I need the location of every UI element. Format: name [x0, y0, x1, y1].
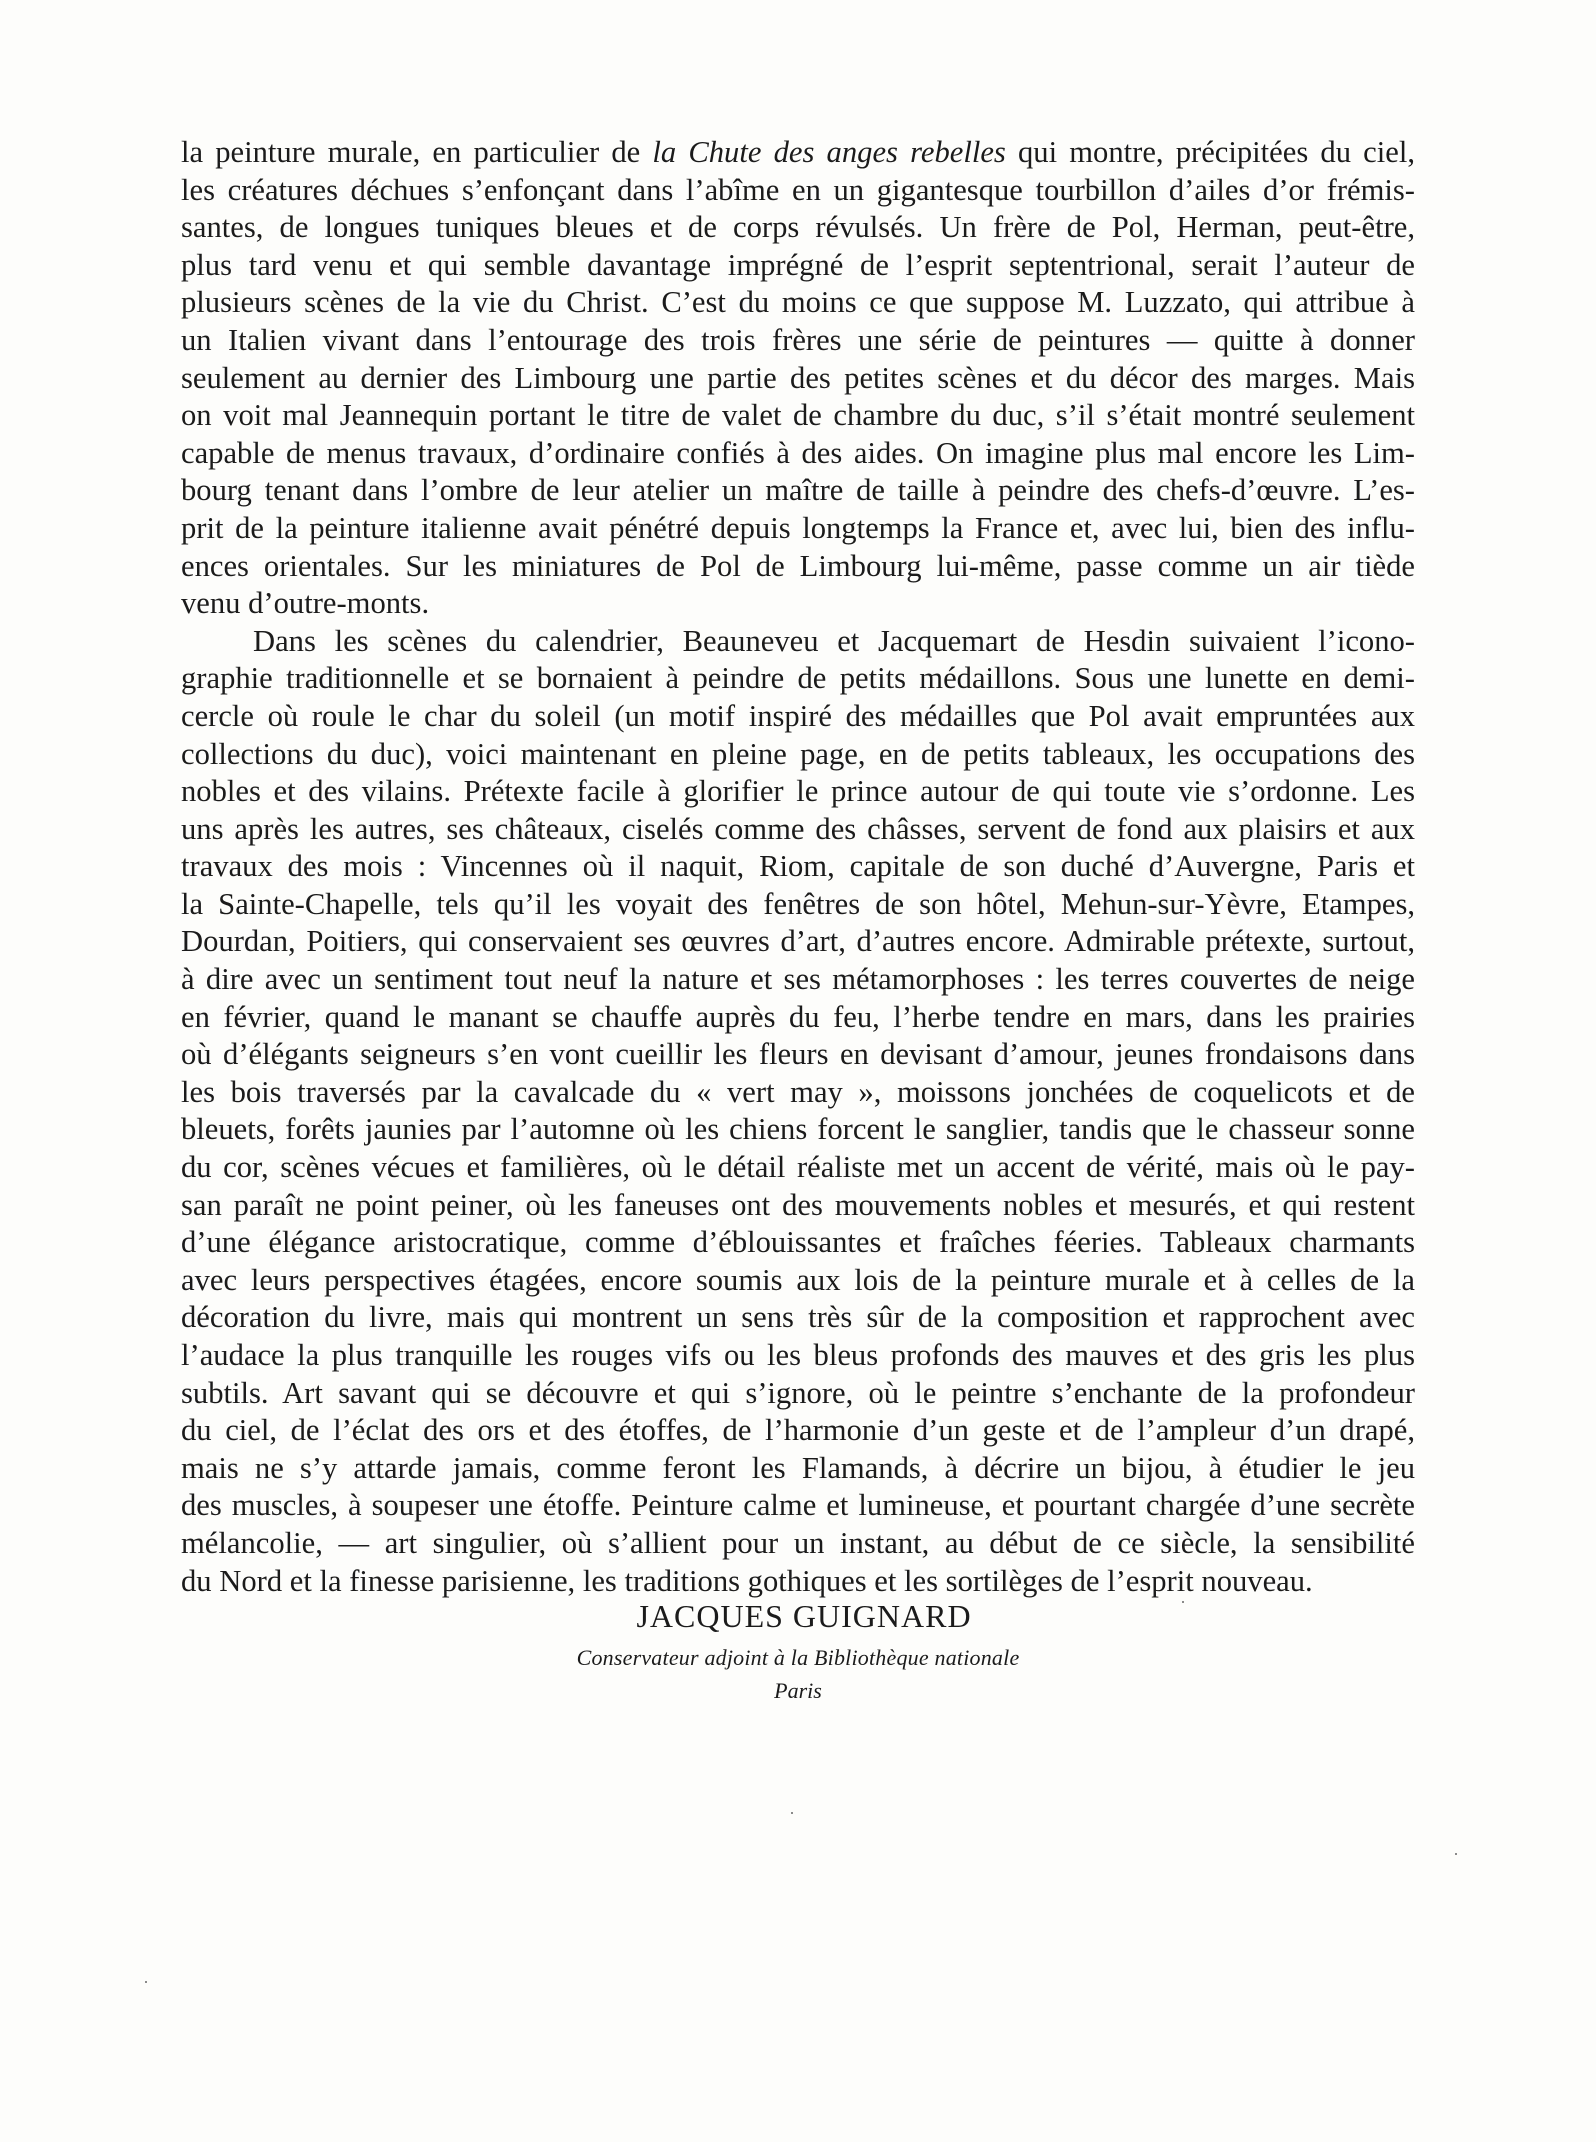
text-line: avec leurs perspectives étagées, encore soumis aux lois de la peinture murale et à celles de la: [181, 1262, 1415, 1297]
text-line: santes, de longues tuniques bleues et de corps révulsés. Un frère de Pol, Herman, peut-être,: [181, 210, 1415, 245]
text-line: la peinture murale, en particulier de la Chute des anges rebelles qui montre, précipitées du ciel,: [181, 135, 1415, 169]
text-line: les bois traversés par la cavalcade du « vert may », moissons jonchées de coquelicots et de: [181, 1074, 1415, 1109]
artwork-title: la Chute des anges rebelles: [652, 135, 1006, 169]
text-line: plusieurs scènes de la vie du Christ. C’est du moins ce que suppose M. Luzzato, qui attribue à: [181, 285, 1415, 320]
text-line: seulement au dernier des Limbourg une partie des petites scènes et du décor des marges. Mais: [181, 360, 1415, 395]
text-line: subtils. Art savant qui se découvre et qui s’ignore, où le peintre s’enchante de la profondeur: [181, 1375, 1415, 1410]
author-name: JACQUES GUIGNARD: [636, 1598, 972, 1634]
paper-speck: [791, 1812, 793, 1814]
text-line: nobles et des vilains. Prétexte facile à glorifier le prince autour de qui toute vie s’ordonne. Les: [181, 774, 1415, 809]
text-line: bourg tenant dans l’ombre de leur atelier un maître de taille à peindre des chefs-d’œuvre. L’es-: [181, 473, 1415, 508]
text-line: du Nord et la finesse parisienne, les traditions gothiques et les sortilèges de l’esprit nouveau.: [181, 1563, 1313, 1598]
text-line: décoration du livre, mais qui montrent un sens très sûr de la composition et rapprochent avec: [181, 1300, 1415, 1335]
text-line: san paraît ne point peiner, où les faneuses ont des mouvements nobles et mesurés, et qui restent: [181, 1187, 1415, 1222]
author-title: Conservateur adjoint à la Bibliothèque nationale: [576, 1645, 1020, 1670]
text-line: uns après les autres, ses châteaux, ciselés comme des châsses, servent de fond aux plaisirs et aux: [181, 811, 1415, 846]
text-line: l’audace la plus tranquille les rouges vifs ou les bleus profonds des mauves et des gris les plus: [181, 1338, 1415, 1372]
text-line: d’une élégance aristocratique, comme d’éblouissantes et fraîches féeries. Tableaux charmants: [181, 1225, 1415, 1260]
text-line: plus tard venu et qui semble davantage imprégné de l’esprit septentrional, serait l’auteur de: [181, 247, 1415, 282]
text-line: prit de la peinture italienne avait pénétré depuis longtemps la France et, avec lui, bien des influ-: [181, 510, 1415, 545]
article-body: [181, 134, 1415, 1600]
paper-speck: [1182, 1601, 1184, 1603]
text-line: à dire avec un sentiment tout neuf la nature et ses métamorphoses : les terres couvertes de neige: [181, 962, 1415, 997]
paragraph-1: [181, 134, 1415, 623]
text-line: Dourdan, Poitiers, qui conservaient ses œuvres d’art, d’autres encore. Admirable prétexte, surtout,: [181, 924, 1415, 959]
text-line: capable de menus travaux, d’ordinaire confiés à des aides. On imagine plus mal encore les Lim-: [181, 435, 1415, 470]
text-line: des muscles, à soupeser une étoffe. Peinture calme et lumineuse, et pourtant chargée d’une secrète: [181, 1488, 1415, 1523]
author-place: Paris: [774, 1678, 822, 1703]
text-line: ences orientales. Sur les miniatures de Pol de Limbourg lui-même, passe comme un air tiède: [181, 548, 1415, 583]
text-line: on voit mal Jeannequin portant le titre de valet de chambre du duc, s’il s’était montré seulement: [181, 398, 1415, 433]
text-line: où d’élégants seigneurs s’en vont cueillir les fleurs en devisant d’amour, jeunes frondaisons dans: [181, 1037, 1415, 1072]
text-line: du ciel, de l’éclat des ors et des étoffes, de l’harmonie d’un geste et de l’ampleur d’un drapé,: [181, 1413, 1415, 1448]
text-line: en février, quand le manant se chauffe auprès du feu, l’herbe tendre en mars, dans les prairies: [181, 999, 1415, 1034]
text-line: collections du duc), voici maintenant en pleine page, en de petits tableaux, les occupations des: [181, 736, 1415, 771]
text-line: du cor, scènes vécues et familières, où le détail réaliste met un accent de vérité, mais où le pay-: [181, 1150, 1415, 1185]
paper-speck: [1455, 1853, 1457, 1855]
text-line: mélancolie, — art singulier, où s’allient pour un instant, au début de ce siècle, la sensibilité: [181, 1525, 1415, 1560]
text-line: graphie traditionnelle et se bornaient à peindre de petits médaillons. Sous une lunette en demi-: [181, 661, 1415, 696]
text-line: venu d’outre-monts.: [181, 586, 430, 621]
text-line: cercle où roule le char du soleil (un motif inspiré des médailles que Pol avait empruntées aux: [181, 698, 1415, 733]
paragraph-2: [181, 623, 1415, 1600]
text-line: travaux des mois : Vincennes où il naquit, Riom, capitale de son duché d’Auvergne, Paris et: [181, 849, 1415, 884]
paper-speck: [145, 1981, 147, 1983]
text-line: Dans les scènes du calendrier, Beauneveu et Jacquemart de Hesdin suivaient l’icono-: [253, 623, 1415, 658]
text-line: un Italien vivant dans l’entourage des trois frères une série de peintures — quitte à donner: [181, 322, 1415, 357]
text-line: mais ne s’y attarde jamais, comme feront les Flamands, à décrire un bijou, à étudier le jeu: [181, 1450, 1415, 1485]
text-line: la Sainte-Chapelle, tels qu’il les voyait des fenêtres de son hôtel, Mehun-sur-Yèvre, Etampes,: [181, 886, 1415, 921]
text-line: les créatures déchues s’enfonçant dans l’abîme en un gigantesque tourbillon d’ailes d’or frémis-: [181, 172, 1415, 207]
text-line: bleuets, forêts jaunies par l’automne où les chiens forcent le sanglier, tandis que le chasseur sonne: [181, 1112, 1415, 1147]
